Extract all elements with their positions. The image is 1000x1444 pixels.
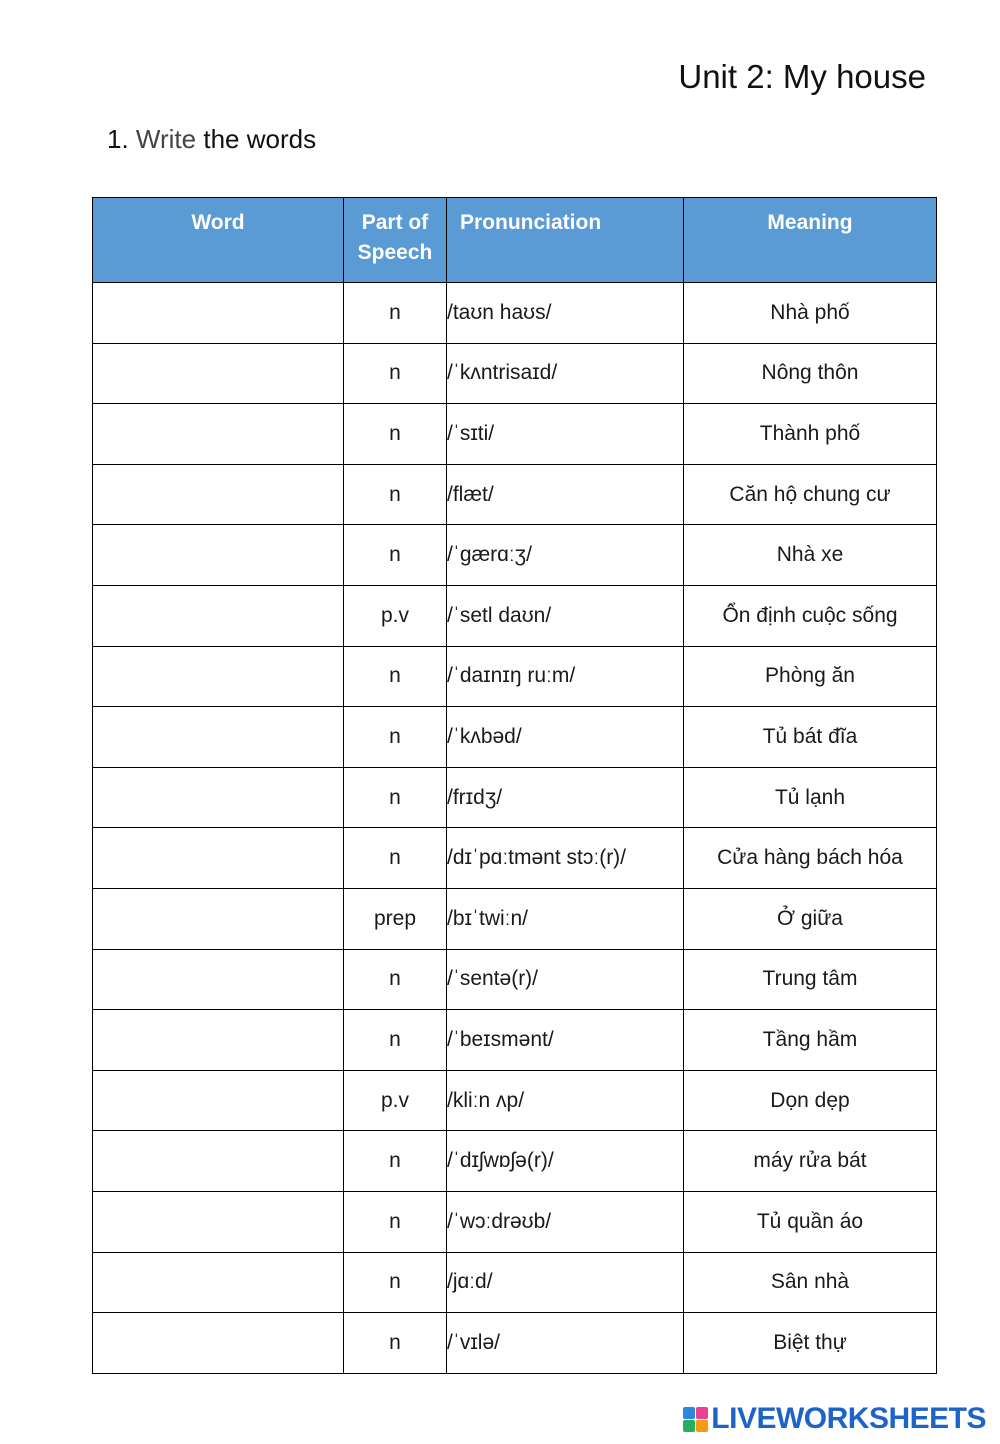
meaning-cell: Trung tâm: [684, 949, 937, 1010]
table-row: [93, 464, 937, 525]
table-row: [93, 767, 937, 828]
pronunciation-cell: /ˈwɔːdrəʊb/: [447, 1191, 684, 1252]
part-of-speech-cell: prep: [344, 888, 447, 949]
table-row: [93, 585, 937, 646]
pronunciation-cell: /ˈdɪʃwɒʃə(r)/: [447, 1131, 684, 1192]
meaning-cell: Tầng hầm: [684, 1010, 937, 1071]
pronunciation-cell: /ˈɡærɑːʒ/: [447, 525, 684, 586]
table-body: [93, 283, 937, 1374]
part-of-speech-cell: n: [344, 283, 447, 344]
meaning-cell: Tủ lạnh: [684, 767, 937, 828]
word-cell: [93, 343, 344, 404]
part-of-speech-cell: n: [344, 1252, 447, 1313]
pronunciation-cell: /ˈbeɪsmənt/: [447, 1010, 684, 1071]
part-of-speech-cell: p.v: [344, 1070, 447, 1131]
word-cell: [93, 828, 344, 889]
pronunciation-cell: /bɪˈtwiːn/: [447, 888, 684, 949]
liveworksheets-brand: [683, 1402, 986, 1436]
part-of-speech-cell: n: [344, 949, 447, 1010]
part-of-speech-cell: n: [344, 1313, 447, 1374]
pronunciation-cell: /kliːn ʌp/: [447, 1070, 684, 1131]
word-input[interactable]: [93, 768, 343, 828]
word-cell: [93, 1313, 344, 1374]
table-row: [93, 1252, 937, 1313]
table-header-row: [93, 198, 937, 283]
word-input[interactable]: [93, 950, 343, 1010]
vocabulary-table: [92, 197, 937, 1374]
meaning-cell: Nhà xe: [684, 525, 937, 586]
page-title: Unit 2: My house: [678, 58, 926, 95]
instruction-rest: the words: [203, 124, 317, 154]
word-input[interactable]: [93, 1253, 343, 1313]
liveworksheets-logo-icon: [683, 1407, 708, 1432]
instruction-number: 1.: [107, 124, 129, 154]
table-row: [93, 828, 937, 889]
table-row: [93, 404, 937, 465]
word-cell: [93, 1131, 344, 1192]
instruction-verb: Write: [135, 124, 197, 154]
table-row: [93, 949, 937, 1010]
table-row: [93, 888, 937, 949]
meaning-cell: Thành phố: [684, 404, 937, 465]
part-of-speech-cell: n: [344, 464, 447, 525]
word-input[interactable]: [93, 283, 343, 343]
pronunciation-cell: /flæt/: [447, 464, 684, 525]
header-meaning: Meaning: [684, 198, 937, 283]
word-cell: [93, 464, 344, 525]
part-of-speech-cell: n: [344, 1010, 447, 1071]
meaning-cell: Biệt thự: [684, 1313, 937, 1374]
pronunciation-cell: /frɪdʒ/: [447, 767, 684, 828]
table-row: [93, 1191, 937, 1252]
word-input[interactable]: [93, 586, 343, 646]
header-pronunciation: Pronunciation: [447, 198, 684, 283]
pronunciation-cell: /ˈsentə(r)/: [447, 949, 684, 1010]
table-row: [93, 1070, 937, 1131]
word-input[interactable]: [93, 647, 343, 707]
part-of-speech-cell: p.v: [344, 585, 447, 646]
meaning-cell: Ổn định cuộc sống: [684, 585, 937, 646]
table-row: [93, 283, 937, 344]
part-of-speech-cell: n: [344, 1191, 447, 1252]
word-cell: [93, 707, 344, 768]
part-of-speech-cell: n: [344, 1131, 447, 1192]
word-input[interactable]: [93, 525, 343, 585]
pronunciation-cell: /taʊn haʊs/: [447, 283, 684, 344]
meaning-cell: máy rửa bát: [684, 1131, 937, 1192]
word-cell: [93, 646, 344, 707]
instruction: [107, 124, 316, 155]
word-cell: [93, 585, 344, 646]
meaning-cell: Nông thôn: [684, 343, 937, 404]
meaning-cell: Sân nhà: [684, 1252, 937, 1313]
brand-text: LIVEWORKSHEETS: [711, 1402, 986, 1435]
meaning-cell: Căn hộ chung cư: [684, 464, 937, 525]
word-cell: [93, 525, 344, 586]
word-input[interactable]: [93, 1010, 343, 1070]
word-cell: [93, 283, 344, 344]
header-word: Word: [93, 198, 344, 283]
word-input[interactable]: [93, 1131, 343, 1191]
meaning-cell: Cửa hàng bách hóa: [684, 828, 937, 889]
pronunciation-cell: /ˈvɪlə/: [447, 1313, 684, 1374]
word-cell: [93, 1070, 344, 1131]
meaning-cell: Dọn dẹp: [684, 1070, 937, 1131]
word-input[interactable]: [93, 1071, 343, 1131]
meaning-cell: Phòng ăn: [684, 646, 937, 707]
table-row: [93, 707, 937, 768]
meaning-cell: Tủ quần áo: [684, 1191, 937, 1252]
part-of-speech-cell: n: [344, 707, 447, 768]
meaning-cell: Tủ bát đĩa: [684, 707, 937, 768]
table-row: [93, 1131, 937, 1192]
pronunciation-cell: /jɑːd/: [447, 1252, 684, 1313]
header-pos-line1: Part of: [361, 211, 429, 234]
word-cell: [93, 767, 344, 828]
part-of-speech-cell: n: [344, 646, 447, 707]
word-input[interactable]: [93, 707, 343, 767]
word-input[interactable]: [93, 344, 343, 404]
part-of-speech-cell: n: [344, 767, 447, 828]
header-pos-line2: Speech: [357, 241, 433, 264]
word-input[interactable]: [93, 889, 343, 949]
word-cell: [93, 888, 344, 949]
word-input[interactable]: [93, 404, 343, 464]
pronunciation-cell: /ˈkʌntrisaɪd/: [447, 343, 684, 404]
part-of-speech-cell: n: [344, 404, 447, 465]
word-input[interactable]: [93, 1192, 343, 1252]
pronunciation-cell: /ˈsɪti/: [447, 404, 684, 465]
table-row: [93, 1010, 937, 1071]
word-input[interactable]: [93, 1313, 343, 1373]
word-cell: [93, 404, 344, 465]
pronunciation-cell: /ˈsetl daʊn/: [447, 585, 684, 646]
word-cell: [93, 949, 344, 1010]
table-row: [93, 646, 937, 707]
part-of-speech-cell: n: [344, 343, 447, 404]
header-part-of-speech: [344, 198, 447, 283]
word-cell: [93, 1010, 344, 1071]
meaning-cell: Nhà phố: [684, 283, 937, 344]
table-row: [93, 1313, 937, 1374]
word-input[interactable]: [93, 828, 343, 888]
table-row: [93, 525, 937, 586]
table-row: [93, 343, 937, 404]
pronunciation-cell: /ˈkʌbəd/: [447, 707, 684, 768]
meaning-cell: Ở giữa: [684, 888, 937, 949]
part-of-speech-cell: n: [344, 828, 447, 889]
word-cell: [93, 1252, 344, 1313]
pronunciation-cell: /ˈdaɪnɪŋ ruːm/: [447, 646, 684, 707]
pronunciation-cell: /dɪˈpɑːtmənt stɔː(r)/: [447, 828, 684, 889]
word-input[interactable]: [93, 465, 343, 525]
word-cell: [93, 1191, 344, 1252]
part-of-speech-cell: n: [344, 525, 447, 586]
